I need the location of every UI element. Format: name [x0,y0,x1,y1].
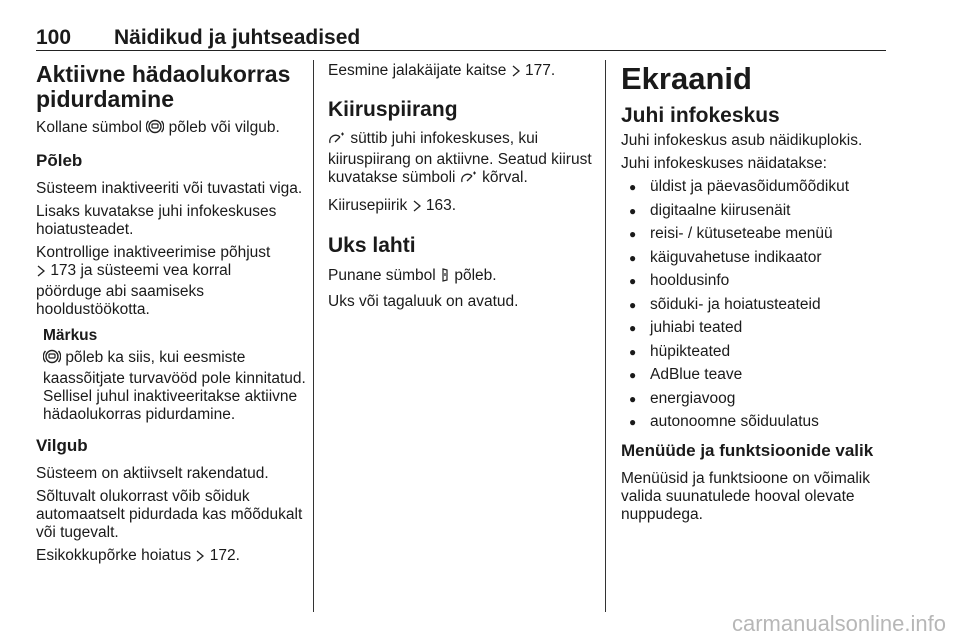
speed-limiter-icon [328,132,346,151]
list-item: ● sõiduki- ja hoiatusteateid [621,296,886,314]
paragraph: Kiirusepiirik 163. [328,197,598,218]
feature-list [621,178,886,431]
list-item: ● hüpikteated [621,343,886,361]
subheading-vilgub: Vilgub [36,436,88,455]
note-box: Märkus põleb ka siis, kui eesmiste kaassõitjate turvavööd pole kinnitatud. Sellisel juhul inaktiveeritakse aktiivne hädaolukorras pidurdamine. [43,327,306,423]
column-1 [36,62,306,568]
column-divider-1 [313,60,314,612]
list-item: ● autonoomne sõiduulatus [621,413,886,431]
column-3 [621,62,886,524]
paragraph: Sõltuvalt olukorrast võib sõiduk automaatselt pidurdada kas mõõdukalt või tugevalt. [36,488,303,541]
section-title-ekraanid: Ekraanid [621,61,752,96]
list-item: ● digitaalne kiirusenäit [621,202,886,220]
page-number: 100 [36,26,72,49]
list-item: ● üldist ja päevasõidumõõdikut [621,178,886,196]
list-item: ● energiavoog [621,390,886,408]
intro-text-tail: põleb või vilgub. [168,119,280,136]
list-item: ● AdBlue teave [621,366,886,384]
section-heading-dic: Juhi infokeskus [621,104,780,127]
paragraph: Menüüsid ja funktsioone on võimalik valida suunatulede hooval olevate nuppudega. [621,470,870,523]
paragraph: Uks või tagaluuk on avatud. [328,293,519,310]
note-title: Märkus [43,327,98,344]
paragraph: Kontrollige inaktiveerimise põhjust 173 ja süsteemi vea korral pöörduge abi saamiseks hooldustöökotta. [36,244,271,318]
list-item: ● hooldusinfo [621,272,886,290]
column-2 [328,62,598,311]
subheading-menu-selection: Menüüde ja funktsioonide valik [621,441,874,460]
arrow-ref-icon [412,199,422,218]
door-open-icon [440,267,450,288]
column-divider-2 [605,60,606,612]
paragraph: Punane sümbol põleb. [328,267,598,288]
list-item: ● käiguvahetuse indikaator [621,249,886,267]
list-item: ● reisi- / kütuseteabe menüü [621,225,886,243]
section-heading-aeb: Aktiivne hädaolukorras pidurdamine [36,61,291,112]
arrow-ref-icon [511,64,521,83]
paragraph: Juhi infokeskuses näidatakse: [621,155,827,172]
list-item: ● juhiabi teated [621,319,886,337]
subheading-poleb: Põleb [36,151,83,170]
speed-limiter-icon [460,171,478,190]
car-brake-warning-icon [146,118,164,140]
paragraph: Süsteem on aktiivselt rakendatud. [36,465,269,482]
header-divider [36,50,886,51]
paragraph: süttib juhi infokeskuses, kui kiiruspiirang on aktiivne. Seatud kiirust kuvatakse sümboli kõrval. [328,130,598,190]
paragraph: Lisaks kuvatakse juhi infokeskuses hoiatusteadet. [36,203,277,238]
arrow-ref-icon [36,264,46,283]
watermark: carmanualsonline.info [731,611,946,636]
section-heading-speed-limit: Kiiruspiirang [328,98,458,121]
paragraph: Eesmine jalakäijate kaitse 177. [328,62,598,83]
paragraph: Juhi infokeskus asub näidikuplokis. [621,132,863,149]
paragraph: Esikokkupõrke hoiatus 172. [36,547,306,568]
car-brake-warning-icon [43,348,61,370]
section-heading-door-open: Uks lahti [328,234,416,257]
chapter-title: Näidikud ja juhtseadised [114,26,361,49]
intro-text: Kollane sümbol [36,119,142,136]
arrow-ref-icon [195,549,205,568]
paragraph: Süsteem inaktiveeriti või tuvastati viga. [36,180,303,197]
